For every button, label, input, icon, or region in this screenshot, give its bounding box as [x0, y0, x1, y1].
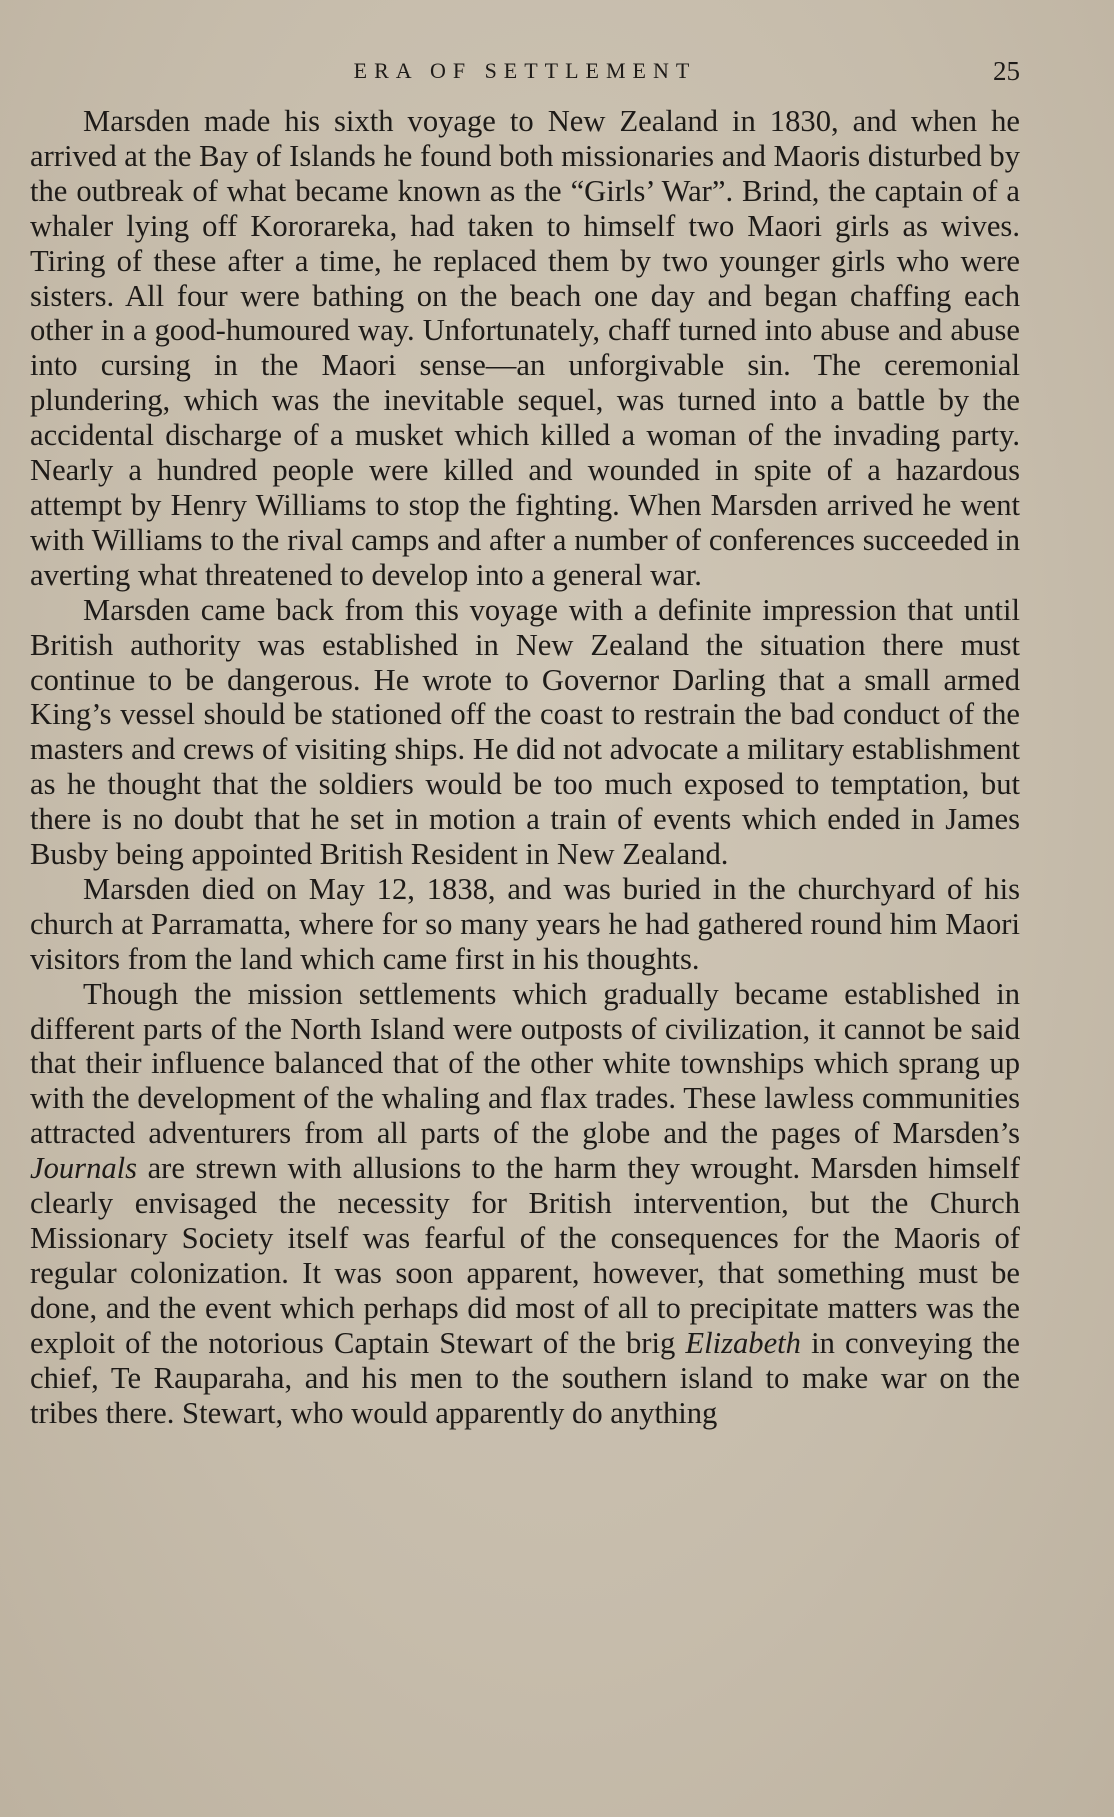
running-title: ERA OF SETTLEMENT [353, 58, 697, 83]
paragraph-4-part-2: are strewn with allusions to the harm they wrought. Marsden himself clearly envisaged the necessity for British intervention, but the Church Missionary Society itself was fearful of the consequences for the Maoris of regular colonization. It was soon apparent, however, that something must be done, and the event which perhaps did most of all to precipitate matters was the exploit of the notorious Captain Stewart of the brig [30, 1151, 1020, 1360]
running-header [30, 56, 1020, 94]
body-text [30, 104, 1020, 1430]
paragraph-4-part-1: Though the mission settlements which gradually became established in different parts of the North Island were outposts of civilization, it cannot be said that their influence balanced that of the other white townships which sprang up with the development of the whaling and flax trades. These lawless communities attracted adventurers from all parts of the globe and the pages of Marsden’s [30, 976, 1020, 1151]
paragraph-2: Marsden came back from this voyage with a definite impression that until British authority was established in New Zealand the situation there must continue to be dangerous. He wrote to Governor Darling that a small armed King’s vessel should be stationed off the coast to restrain the bad conduct of the masters and crews of visiting ships. He did not advocate a military establishment as he thought that the soldiers would be too much exposed to temptation, but there is no doubt that he set in motion a train of events which ended in James Busby being appointed British Resident in New Zealand. [30, 592, 1020, 872]
paragraph-1: Marsden made his sixth voyage to New Zealand in 1830, and when he arrived at the Bay of Islands he found both missionaries and Maoris disturbed by the outbreak of what became known as the “Girls’ War”. Brind, the captain of a whaler lying off Kororareka, had taken to himself two Maori girls as wives. Tiring of these after a time, he replaced them by two younger girls who were sisters. All four were bathing on the beach one day and began chaffing each other in a good-humoured way. Unfortunately, chaff turned into abuse and abuse into cursing in the Maori sense—an unforgivable sin. The ceremonial plundering, which was the inevitable sequel, was turned into a battle by the accidental discharge of a musket which killed a woman of the invading party. Nearly a hundred people were killed and wounded in spite of a hazardous attempt by Henry Williams to stop the fighting. When Marsden arrived he went with Williams to the rival camps and after a number of conferences succeeded in averting what threatened to develop into a general war. [30, 104, 1020, 592]
journals-title: Journals [30, 1151, 138, 1186]
book-page [30, 56, 1020, 1430]
page-number: 25 [993, 56, 1020, 86]
paragraph-4 [30, 977, 1020, 1431]
ship-name: Elizabeth [685, 1325, 801, 1360]
paragraph-4-part-3: in conveying the chief, Te Rauparaha, and his men to the southern island to make war on the tribes there. Stewart, who would apparently do anything [30, 1325, 1021, 1430]
paragraph-3: Marsden died on May 12, 1838, and was buried in the churchyard of his church at Parramatta, where for so many years he had gathered round him Maori visitors from the land which came first in his thoughts. [30, 871, 1020, 976]
